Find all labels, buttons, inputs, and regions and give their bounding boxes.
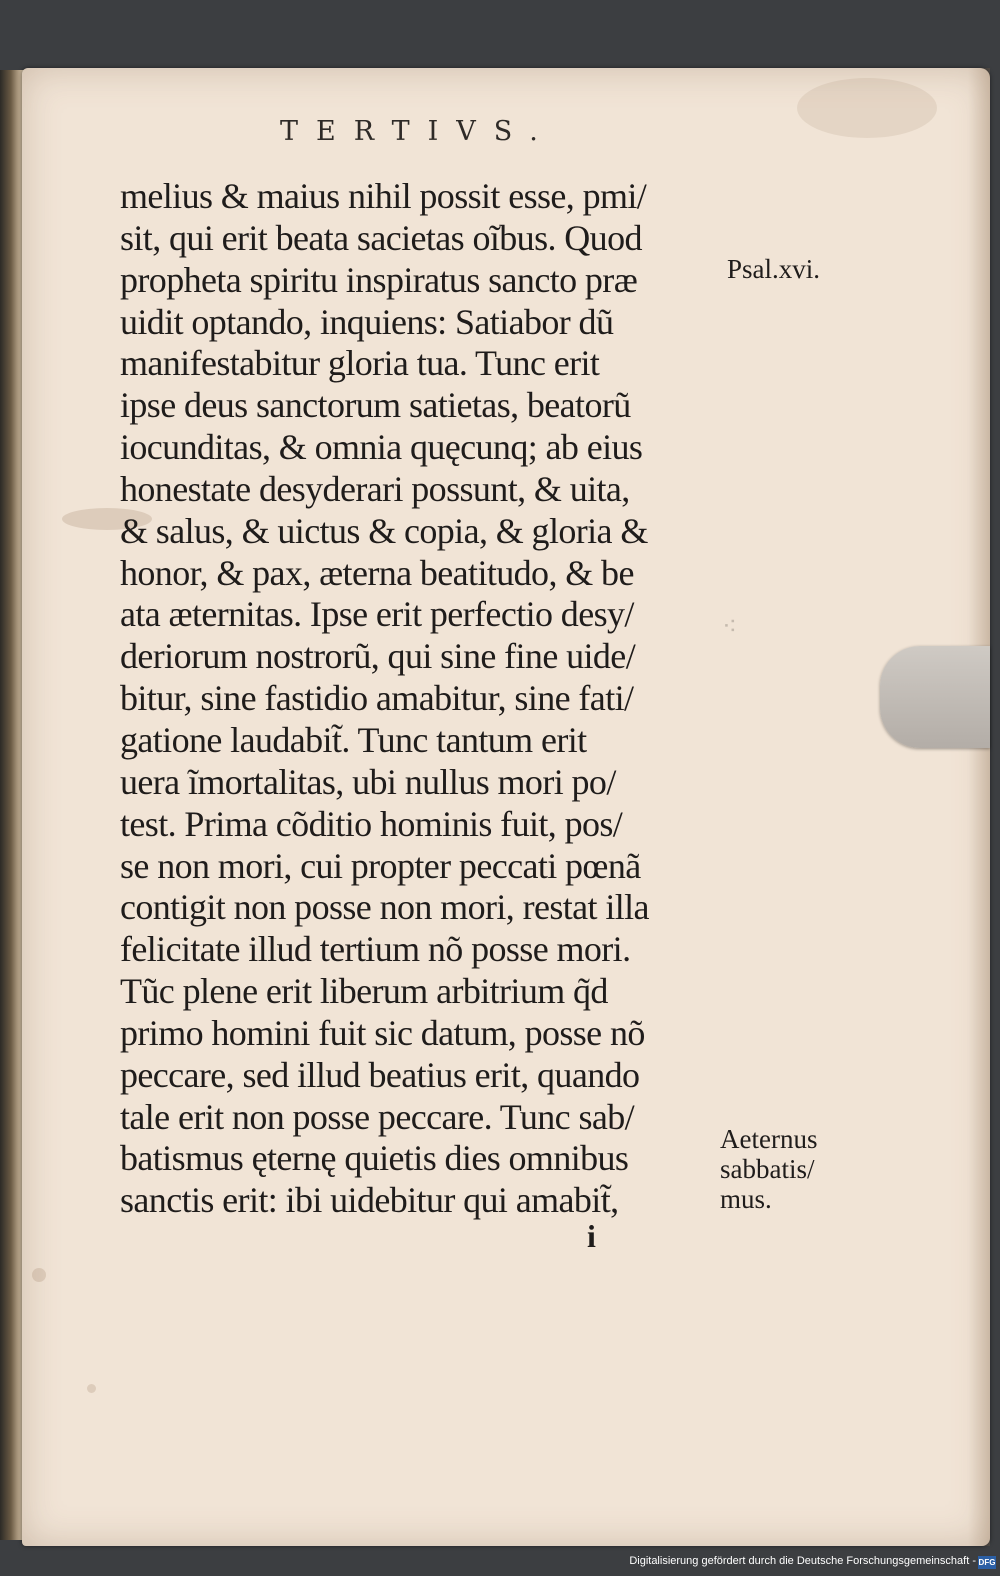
text-line: ata æternitas. Ipse erit perfectio desy/ bbox=[120, 594, 634, 635]
dfg-logo-icon: DFG bbox=[978, 1558, 996, 1567]
paper-stain bbox=[87, 1384, 96, 1393]
text-line: sanctis erit: ibi uidebitur qui amabit̃, bbox=[120, 1180, 619, 1221]
text-line: propheta spiritu inspiratus sancto præ bbox=[120, 259, 638, 300]
page-edge-shadow bbox=[968, 68, 990, 1546]
margin-note-line: sabbatis/ bbox=[720, 1154, 815, 1184]
text-line: iocunditas, & omnia quęcunq; ab eius bbox=[120, 427, 643, 468]
text-line: deriorum nostrorũ, qui sine fine uide/ bbox=[120, 636, 636, 677]
text-line: honor, & pax, æterna beatitudo, & be bbox=[120, 552, 634, 593]
paper-stain bbox=[32, 1268, 46, 1282]
page-clip-tab bbox=[880, 646, 990, 748]
margin-note-aeternus bbox=[720, 1124, 817, 1214]
text-line: felicitate illud tertium nõ posse mori. bbox=[120, 929, 631, 970]
text-line: peccare, sed illud beatius erit, quando bbox=[120, 1054, 640, 1095]
margin-note-line: Aeternus bbox=[720, 1124, 818, 1154]
text-line: uera ĩmortalitas, ubi nullus mori po/ bbox=[120, 761, 616, 802]
text-line: batismus ęternę quietis dies omnibus bbox=[120, 1138, 629, 1179]
text-line: honestate desyderari possunt, & uita, bbox=[120, 468, 630, 509]
text-line: test. Prima cõditio hominis fuit, pos/ bbox=[120, 803, 623, 844]
text-line: contigit non posse non mori, restat illa bbox=[120, 887, 649, 928]
text-line: manifestabitur gloria tua. Tunc erit bbox=[120, 343, 600, 384]
text-line: & salus, & uictus & copia, & gloria & bbox=[120, 510, 648, 551]
text-line: melius & maius nihil possit esse, pmi/ bbox=[120, 176, 647, 216]
signature-mark: i bbox=[587, 1218, 596, 1254]
digitization-credit: Digitalisierung gefördert durch die Deutsche Forschungsgemeinschaft - bbox=[629, 1555, 976, 1567]
text-line: uidit optando, inquiens: Satiabor dũ bbox=[120, 301, 614, 342]
text-line: Tũc plene erit liberum arbitrium q̃d bbox=[120, 971, 608, 1012]
running-head: TERTIVS. bbox=[280, 116, 556, 147]
margin-note-psalm: Psal.xvi. bbox=[727, 254, 821, 284]
facing-page-edge bbox=[0, 70, 24, 1540]
text-line: sit, qui erit beata sacietas oĩbus. Quod bbox=[120, 217, 642, 258]
text-line: gatione laudabit̃. Tunc tantum erit bbox=[120, 719, 587, 760]
show-through-text: ⁖ bbox=[722, 612, 738, 641]
body-text bbox=[120, 176, 725, 1222]
text-line: primo homini fuit sic datum, posse nõ bbox=[120, 1012, 645, 1053]
margin-note-line: mus. bbox=[720, 1184, 772, 1214]
paper-stain bbox=[797, 78, 937, 138]
text-line: se non mori, cui propter peccati pœnã bbox=[120, 845, 641, 886]
text-line: bitur, sine fastidio amabitur, sine fati/ bbox=[120, 678, 634, 719]
text-line: tale erit non posse peccare. Tunc sab/ bbox=[120, 1096, 635, 1137]
text-line: ipse deus sanctorum satietas, beatorũ bbox=[120, 385, 631, 426]
